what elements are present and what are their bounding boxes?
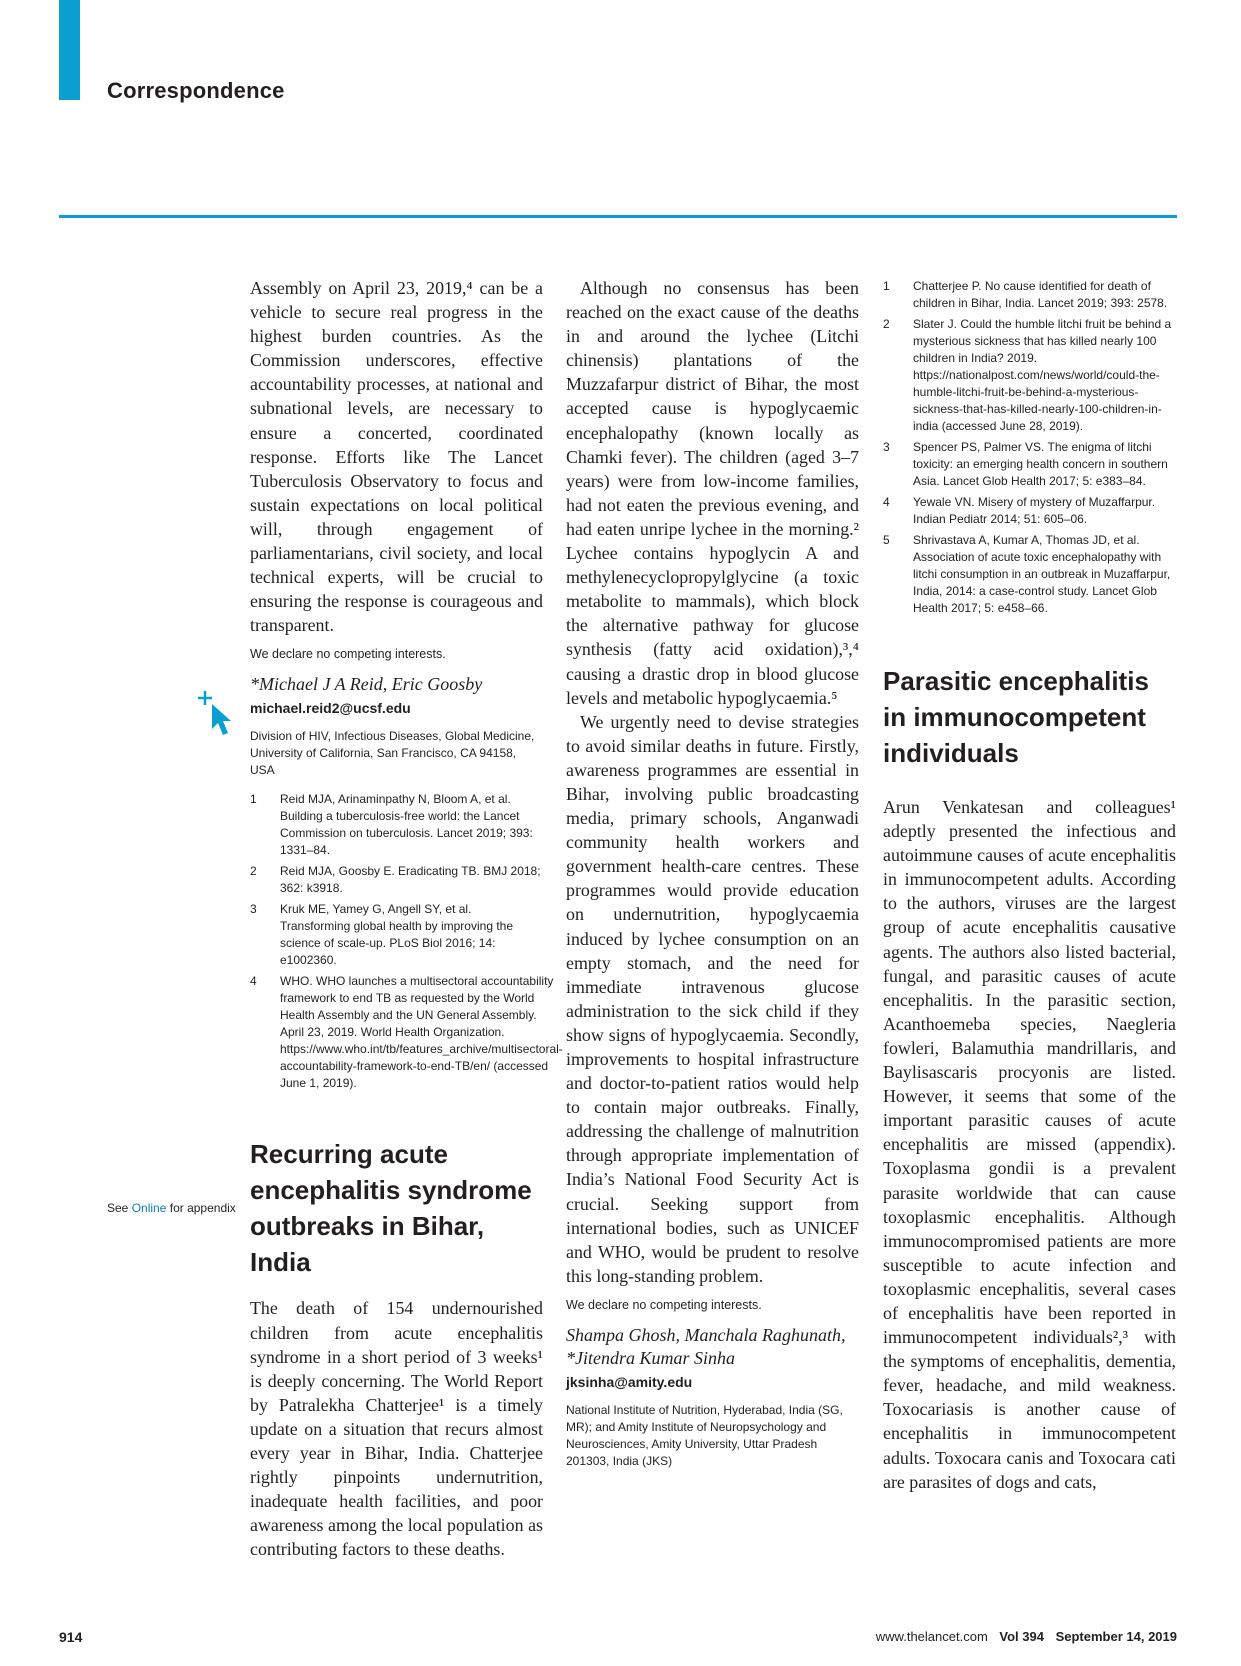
reference-item: 1 Chatterjee P. No cause identified for death of children in Bihar, India. Lancet 2019; 393: 2578.: [883, 279, 1168, 310]
author-names: *Michael J A Reid, Eric Goosby: [250, 674, 483, 695]
reference-list: [250, 791, 563, 1092]
volume: Vol 394: [999, 1629, 1044, 1644]
author-email-link[interactable]: michael.reid2@ucsf.edu: [250, 700, 411, 717]
reference-item: 4 Yewale VN. Misery of mystery of Muzaffarpur. Indian Pediatr 2014; 51: 605–06.: [883, 495, 1156, 526]
reference-item: 5 Shrivastava A, Kumar A, Thomas JD, et al. Association of acute toxic encephalopathy with litchi consumption in an outbreak in Muzaffarpur, India, 2014: a case-control study. Lancet Glob Health 2017; 5: e458–66.: [883, 533, 1171, 615]
footer: [876, 1629, 1177, 1644]
page-number: 914: [59, 1629, 83, 1645]
reference-item: 1 Reid MJA, Arinaminpathy N, Bloom A, et al. Building a tuberculosis-free world: the Lancet Commission on tuberculosis. Lancet 2019; 393: 1331–84.: [250, 792, 533, 858]
appendix-note: See Online for appendix: [107, 1201, 236, 1215]
article-title: Recurring acute encephalitis syndrome outbreaks in Bihar, India: [250, 1139, 532, 1278]
column-3: [883, 278, 1176, 1494]
column-1: [250, 276, 563, 1561]
author-names: Shampa Ghosh, Manchala Raghunath, *Jitendra Kumar Sinha: [566, 1324, 846, 1368]
author-affiliation: Division of HIV, Infectious Diseases, Global Medicine, University of California, San Francisco, CA 94158, USA: [250, 729, 535, 778]
reference-item: 4 WHO. WHO launches a multisectoral accountability framework to end TB as requested by the World Health Assembly and the UN General Assembly. April 23, 2019. World Health Organization. https://www.who.int/tb/features_archive/multisectoral-accountability-framework-to-end-TB/en/ (accessed June 1, 2019).: [250, 974, 563, 1091]
body-paragraph: Assembly on April 23, 2019,⁴ can be a vehicle to secure real progress in the highest burden countries. As the Commission underscores, effective accountability processes, at national and subnational levels, are necessary to ensure a concerted, coordinated response. Efforts like The Lancet Tuberculosis Observatory to focus and sustain expectations on local political will, through engagement of parliamentarians, civil society, and local technical experts, will be crucial to ensuring the response is courageous and transparent.: [250, 278, 543, 636]
online-link[interactable]: Online: [131, 1201, 167, 1215]
reference-list: [883, 278, 1176, 617]
journal-site-link[interactable]: www.thelancet.com: [875, 1629, 988, 1644]
section-heading: Correspondence: [107, 78, 285, 103]
body-paragraph: Although no consensus has been reached on the exact cause of the deaths in and around the lychee (Litchi chinensis) plantations of the Muzzafarpur district of Bihar, the most accepted cause is hypoglycaemic encephalopathy (known locally as Chamki fever). The children (aged 3–7 years) were from low-income families, had not eaten the previous evening, and had eaten unripe lychee in the morning.² Lychee contains hypoglycin A and methylenecyclopropylglycine (a toxic metabolite to mammals), which block the alternative pathway for glucose synthesis (fatty acid oxidation),³,⁴ causing a drastic drop in blood glucose levels and metabolic hypoglycaemia.⁵: [566, 278, 859, 708]
body-paragraph: We urgently need to devise strategies to avoid similar deaths in future. Firstly, awareness programmes are essential in Bihar, involving public broadcasting media, primary schools, Anganwadi community health workers and government health-care centres. These programmes would provide education on undernutrition, hypoglycaemia induced by lychee consumption on an empty stomach, and the need for immediate intravenous glucose administration to the sick child if they show signs of hypoglycaemia. Secondly, improvements to hospital infrastructure and doctor-to-patient ratios would help to contain major outbreaks. Finally, addressing the challenge of malnutrition through appropriate implementation of India’s National Food Security Act is crucial. Seeking support from international bodies, such as UNICEF and WHO, would be prudent to resolve this long-standing problem.: [566, 711, 859, 1286]
header-rule: [59, 215, 1177, 218]
reference-item: 2 Reid MJA, Goosby E. Eradicating TB. BMJ 2018; 362: k3918.: [250, 864, 541, 896]
article-title: Parasitic encephalitis in immunocompetent individuals: [883, 666, 1149, 768]
competing-interests: We declare no competing interests.: [566, 1297, 762, 1312]
cursor-pointer-icon: [198, 691, 234, 737]
body-paragraph: Arun Venkatesan and colleagues¹ adeptly presented the infectious and autoimmune causes of acute encephalitis in immunocompetent adults. According to the authors, viruses are the largest group of acute encephalitis causative agents. The authors also listed bacterial, fungal, and parasitic causes of acute encephalitis. In the parasitic section, Acanthoemeba species, Naegleria fowleri, Balamuthia mandrillaris, and Baylisascaris procyonis are listed. However, it seems that some of the important parasitic causes of acute encephalitis are missed (appendix). Toxoplasma gondii is a prevalent parasite worldwide that can cause toxoplasmic encephalitis. Although immunocompromised patients are more susceptible to acute infection and toxoplasmic encephalitis, several cases of encephalitis have been reported in immunocompetent individuals²,³ with the symptoms of encephalitis, dementia, fever, headache, and mild weakness. Toxocariasis is another cause of encephalitis in immunocompetent adults. Toxocara canis and Toxocara cati are parasites of dogs and cats,: [883, 797, 1176, 1492]
accent-bar: [59, 0, 80, 100]
competing-interests: We declare no competing interests.: [250, 647, 446, 662]
reference-item: 3 Spencer PS, Palmer VS. The enigma of litchi toxicity: an emerging health concern in southern Asia. Lancet Glob Health 2017; 5: e383–84.: [883, 440, 1168, 488]
issue-date: September 14, 2019: [1055, 1629, 1177, 1644]
author-affiliation: National Institute of Nutrition, Hyderabad, India (SG, MR); and Amity Institute of Neuropsychology and Neurosciences, Amity University, Uttar Pradesh 201303, India (JKS): [566, 1402, 843, 1468]
reference-item: 3 Kruk ME, Yamey G, Angell SY, et al. Transforming global health by improving the science of scale-up. PLoS Biol 2016; 14: e1002360.: [250, 902, 514, 968]
column-2: [566, 276, 859, 1482]
reference-item: 2 Slater J. Could the humble litchi fruit be behind a mysterious sickness that has killed nearly 100 children in India? 2019. https://nationalpost.com/news/world/could-the-humble-litchi-fruit-be-behind-a-mysterious-sickness-that-has-killed-nearly-100-children-in-india (accessed June 28, 2019).: [883, 317, 1172, 433]
body-paragraph: The death of 154 undernourished children from acute encephalitis syndrome in a short period of 3 weeks¹ is deeply concerning. The World Report by Patralekha Chatterjee¹ is a timely update on a situation that recurs almost every year in Bihar, India. Chatterjee rightly pinpoints undernutrition, inadequate health facilities, and poor awareness among the local population as contributing factors to these deaths.: [250, 1298, 543, 1560]
author-email-link[interactable]: jksinha@amity.edu: [566, 1373, 693, 1390]
